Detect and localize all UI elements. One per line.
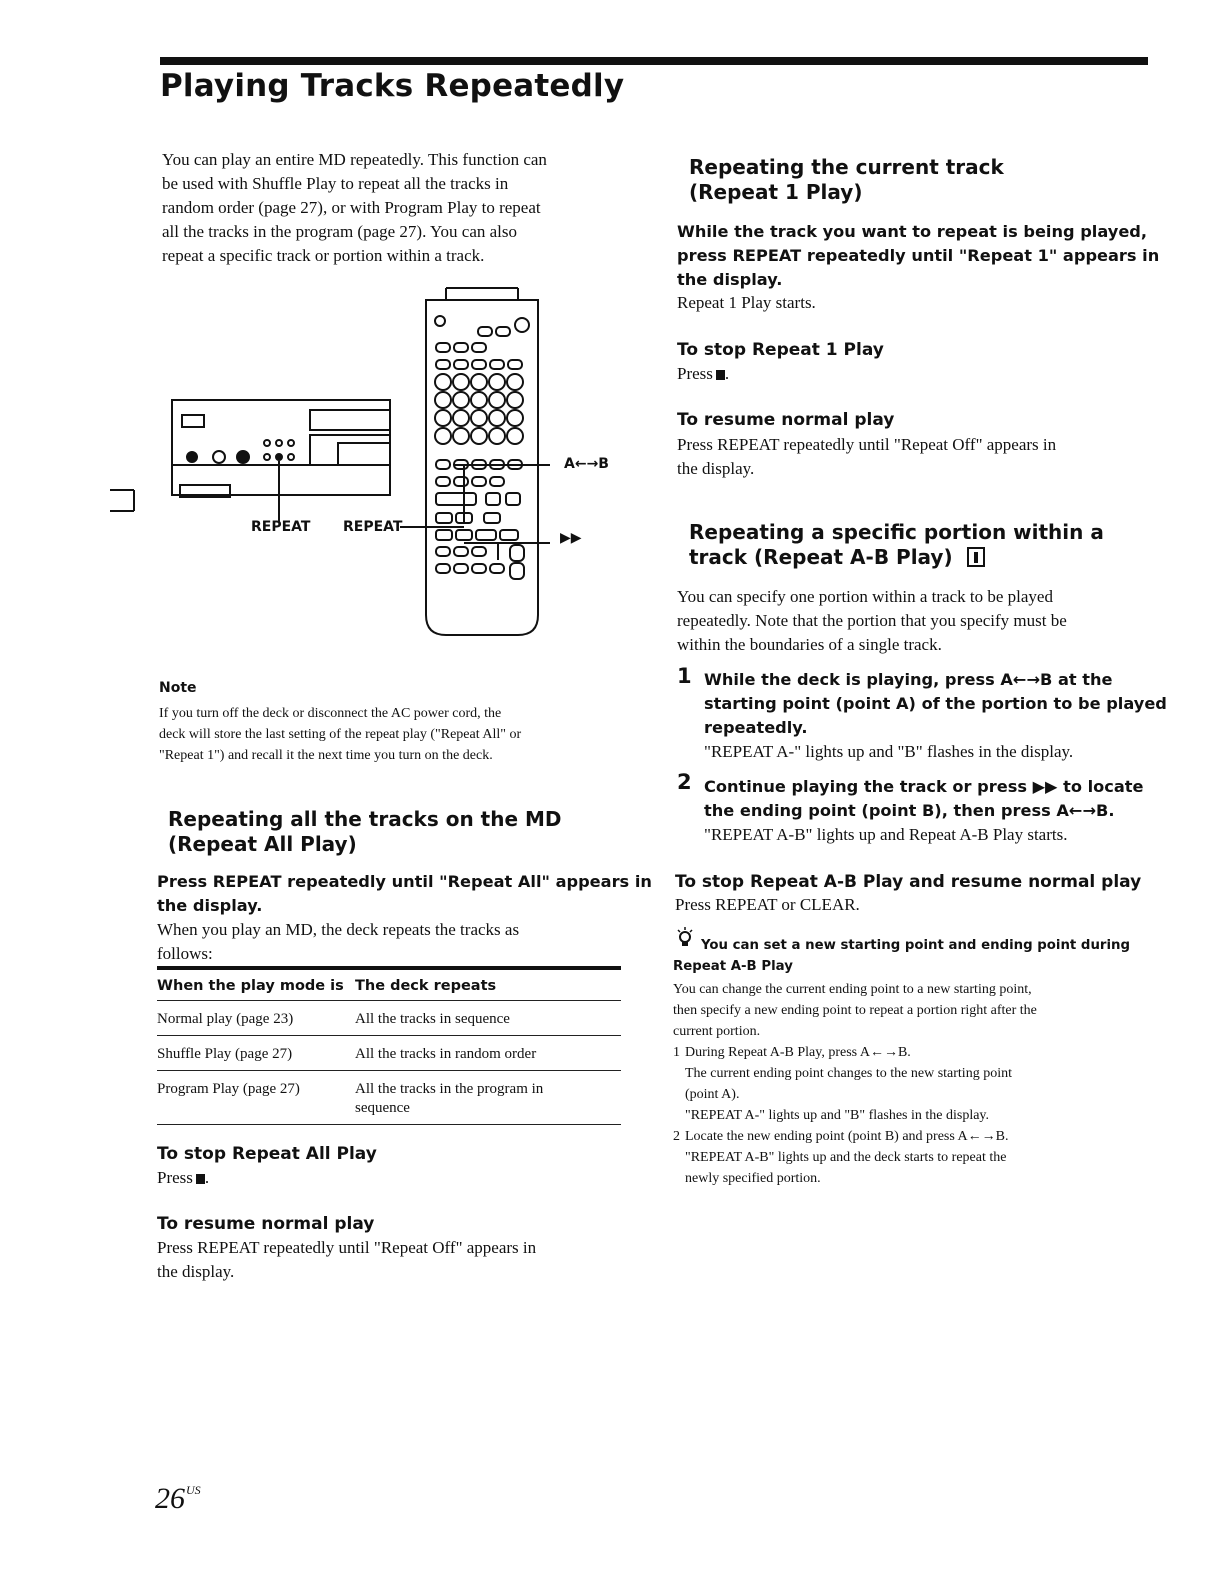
table-row (157, 1071, 621, 1125)
instruction-line: Press REPEAT repeatedly until "Repeat All" appears in (157, 872, 652, 891)
table-cell: Normal play (page 23) (157, 1011, 294, 1027)
note-line: "Repeat 1") and recall it the next time you turn on the deck. (159, 748, 493, 763)
top-rule (160, 57, 1148, 65)
note-body (159, 703, 629, 766)
resume-normal-heading-right: To resume normal play (677, 410, 895, 430)
body-line: When you play an MD, the deck repeats the tracks as (157, 920, 520, 939)
remote-repeat-label: REPEAT (343, 519, 403, 535)
list-line: newly specified portion. (685, 1171, 821, 1186)
ab-button-label: A←→B (564, 456, 609, 472)
repeat-one-heading (689, 155, 1004, 205)
ff-button-label: ▶▶ (560, 530, 582, 546)
repeat-one-instruction (677, 220, 1159, 292)
stop-repeat-one-heading: To stop Repeat 1 Play (677, 340, 884, 360)
instruction-line: the display. (677, 270, 783, 289)
stop-repeat-ab-text: Press REPEAT or CLEAR. (675, 895, 860, 914)
intro-line: be used with Shuffle Play to repeat all the tracks in (162, 174, 509, 193)
heading-line: Repeating a specific portion within a (689, 520, 1104, 544)
list-line: During Repeat A-B Play, press A←→B. (685, 1045, 911, 1060)
instruction-line: While the track you want to repeat is being played, (677, 222, 1148, 241)
tip-body (673, 979, 1143, 1042)
list-item (673, 1042, 1133, 1126)
tip-heading-line: You can set a new starting point and ending point during (701, 938, 1131, 953)
page-number (155, 1482, 201, 1516)
table-row (157, 1001, 621, 1036)
deck-and-remote-illustration (100, 285, 620, 655)
list-number: 2 (673, 1129, 680, 1144)
heading-line (689, 545, 1104, 570)
body-line: follows: (157, 944, 213, 963)
page-title: Playing Tracks Repeatedly (160, 68, 625, 104)
stop-text: Press (677, 364, 713, 383)
body-line: the display. (157, 1262, 235, 1281)
stop-icon (716, 370, 725, 380)
heading-line: Repeating all the tracks on the MD (168, 807, 562, 831)
table-cell: All the tracks in sequence (355, 1011, 510, 1027)
list-line: The current ending point changes to the new starting point (685, 1066, 1012, 1081)
step-number: 2 (677, 770, 692, 794)
step-1-instruction (704, 668, 1167, 740)
stop-text: Press (157, 1168, 193, 1187)
resume-normal-heading: To resume normal play (157, 1214, 375, 1234)
table-header: When the play mode is (157, 978, 344, 994)
instruction-line: While the deck is playing, press A←→B at the (704, 670, 1113, 689)
instruction-line: the ending point (point B), then press A←→B. (704, 801, 1115, 820)
page-number-value: 26 (155, 1482, 185, 1515)
note-heading: Note (159, 680, 197, 696)
list-item (673, 1126, 1133, 1189)
tip-list (673, 1042, 1133, 1189)
intro-line: all the tracks in the program (page 27). You can also (162, 222, 518, 241)
repeat-all-body (157, 918, 519, 966)
repeat-table (157, 966, 621, 1125)
table-header-row (157, 970, 621, 1001)
step-2-result: "REPEAT A-B" lights up and Repeat A-B Play starts. (704, 825, 1068, 844)
heading-line: Repeating the current track (689, 155, 1004, 179)
body-line: current portion. (673, 1024, 761, 1039)
intro-line: repeat a specific track or portion within a track. (162, 246, 485, 265)
body-line: You can change the current ending point to a new starting point, (673, 982, 1032, 997)
list-text (685, 1126, 1009, 1189)
repeat-one-result: Repeat 1 Play starts. (677, 293, 816, 312)
body-line: repeatedly. Note that the portion that you specify must be (677, 611, 1067, 630)
list-line: Locate the new ending point (point B) and press A←→B. (685, 1129, 1009, 1144)
instruction-line: Continue playing the track or press ▶▶ to locate (704, 777, 1144, 796)
table-cell: All the tracks in the program in sequence (355, 1081, 544, 1116)
body-line: Press REPEAT repeatedly until "Repeat Off" appears in (157, 1238, 537, 1257)
step-number: 1 (677, 664, 692, 688)
table-cell: Program Play (page 27) (157, 1081, 300, 1097)
resume-normal-text (157, 1236, 536, 1284)
body-line: within the boundaries of a single track. (677, 635, 942, 654)
instruction-line: the display. (157, 896, 263, 915)
intro-paragraph (162, 148, 632, 268)
page-suffix: US (186, 1483, 201, 1497)
repeat-ab-body (677, 585, 1067, 657)
intro-line: You can play an entire MD repeatedly. This function can (162, 150, 547, 169)
intro-line: random order (page 27), or with Program Play to repeat (162, 198, 541, 217)
stop-repeat-all-heading: To stop Repeat All Play (157, 1144, 377, 1164)
list-text (685, 1042, 1012, 1126)
remote-only-icon (966, 547, 986, 567)
repeat-all-heading (168, 807, 562, 857)
body-line: You can specify one portion within a track to be played (677, 587, 1053, 606)
note-line: deck will store the last setting of the repeat play ("Repeat All" or (159, 727, 522, 742)
list-line: "REPEAT A-" lights up and "B" flashes in the display. (685, 1108, 990, 1123)
table-row (157, 1036, 621, 1071)
table-header: The deck repeats (355, 978, 497, 994)
list-number: 1 (673, 1045, 680, 1060)
heading-text: track (Repeat A-B Play) (689, 545, 953, 569)
resume-normal-text-right (677, 433, 1056, 481)
heading-line: (Repeat 1 Play) (689, 180, 863, 204)
body-line: the display. (677, 459, 755, 478)
table-cell: All the tracks in random order (355, 1046, 537, 1062)
step-1-result: "REPEAT A-" lights up and "B" flashes in the display. (704, 742, 1074, 761)
stop-icon (196, 1174, 205, 1184)
instruction-line: starting point (point A) of the portion to be played (704, 694, 1167, 713)
list-line: (point A). (685, 1087, 740, 1102)
tip-heading-line: Repeat A-B Play (673, 959, 793, 974)
stop-repeat-one-text: Press . (677, 364, 730, 383)
body-line: Press REPEAT repeatedly until "Repeat Off" appears in (677, 435, 1057, 454)
step-2-instruction (704, 775, 1144, 823)
body-line: then specify a new ending point to repeat a portion right after the (673, 1003, 1037, 1018)
repeat-all-instruction (157, 870, 652, 918)
repeat-ab-heading (689, 520, 1104, 570)
instruction-line: repeatedly. (704, 718, 808, 737)
note-line: If you turn off the deck or disconnect the AC power cord, the (159, 706, 502, 721)
stop-repeat-ab-heading: To stop Repeat A-B Play and resume normal play (675, 872, 1142, 892)
table-cell: Shuffle Play (page 27) (157, 1046, 293, 1062)
list-line: "REPEAT A-B" lights up and the deck starts to repeat the (685, 1150, 1007, 1165)
heading-line: (Repeat All Play) (168, 832, 357, 856)
deck-repeat-label: REPEAT (251, 519, 311, 535)
instruction-line: press REPEAT repeatedly until "Repeat 1" appears in (677, 246, 1160, 265)
stop-repeat-all-text: Press . (157, 1168, 210, 1187)
tip-heading (673, 935, 1130, 977)
